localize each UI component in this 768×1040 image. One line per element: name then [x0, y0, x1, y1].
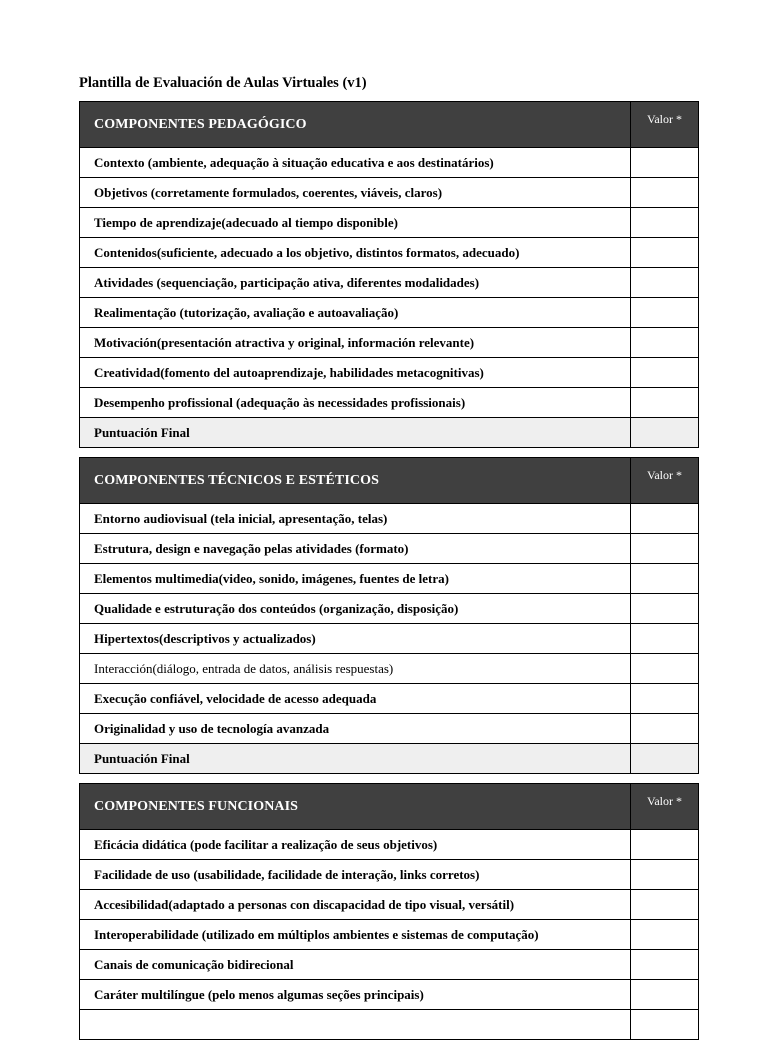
criterion-label: Realimentação (tutorização, avaliação e autoavaliação) — [80, 298, 631, 328]
criterion-label: Desempenho profissional (adequação às necessidades profissionais) — [80, 388, 631, 418]
criterion-row — [80, 298, 699, 328]
criterion-row — [80, 980, 699, 1010]
criterion-row — [80, 148, 699, 178]
criterion-row — [80, 890, 699, 920]
value-column-header: Valor * — [631, 784, 699, 830]
criterion-label: Originalidad y uso de tecnología avanzada — [80, 714, 631, 744]
section-heading: COMPONENTES TÉCNICOS E ESTÉTICOS — [80, 458, 631, 504]
value-cell[interactable] — [631, 564, 699, 594]
criterion-row — [80, 328, 699, 358]
criterion-label: Accesibilidad(adaptado a personas con discapacidad de tipo visual, versátil) — [80, 890, 631, 920]
value-column-header: Valor * — [631, 458, 699, 504]
criterion-row — [80, 358, 699, 388]
final-score-row — [80, 744, 699, 774]
value-cell[interactable] — [631, 358, 699, 388]
criterion-label — [80, 1010, 631, 1040]
criterion-row — [80, 208, 699, 238]
criterion-label: Interoperabilidade (utilizado em múltiplos ambientes e sistemas de computação) — [80, 920, 631, 950]
final-score-label: Puntuación Final — [80, 744, 631, 774]
criterion-row — [80, 594, 699, 624]
value-cell[interactable] — [631, 890, 699, 920]
section-header-row — [80, 458, 699, 504]
criterion-row — [80, 178, 699, 208]
final-score-row — [80, 418, 699, 448]
criterion-row — [80, 534, 699, 564]
criterion-label: Canais de comunicação bidirecional — [80, 950, 631, 980]
value-cell[interactable] — [631, 980, 699, 1010]
criterion-label: Objetivos (corretamente formulados, coerentes, viáveis, claros) — [80, 178, 631, 208]
value-cell[interactable] — [631, 714, 699, 744]
value-cell[interactable] — [631, 920, 699, 950]
criterion-row — [80, 654, 699, 684]
criterion-row — [80, 1010, 699, 1040]
criterion-row — [80, 714, 699, 744]
criterion-row — [80, 684, 699, 714]
criterion-label: Qualidade e estruturação dos conteúdos (organização, disposição) — [80, 594, 631, 624]
value-cell[interactable] — [631, 684, 699, 714]
criterion-label: Interacción(diálogo, entrada de datos, análisis respuestas) — [80, 654, 631, 684]
criterion-row — [80, 830, 699, 860]
section-heading: COMPONENTES FUNCIONAIS — [80, 784, 631, 830]
criterion-row — [80, 564, 699, 594]
criterion-label: Eficácia didática (pode facilitar a realização de seus objetivos) — [80, 830, 631, 860]
value-cell[interactable] — [631, 534, 699, 564]
criterion-row — [80, 624, 699, 654]
section-heading: COMPONENTES PEDAGÓGICO — [80, 102, 631, 148]
pedagogical-components-table — [79, 101, 699, 448]
value-cell[interactable] — [631, 328, 699, 358]
final-score-cell[interactable] — [631, 744, 699, 774]
criterion-label: Estrutura, design e navegação pelas atividades (formato) — [80, 534, 631, 564]
criterion-row — [80, 920, 699, 950]
criterion-row — [80, 268, 699, 298]
criterion-row — [80, 238, 699, 268]
value-cell[interactable] — [631, 1010, 699, 1040]
criterion-label: Entorno audiovisual (tela inicial, apresentação, telas) — [80, 504, 631, 534]
criterion-label: Atividades (sequenciação, participação ativa, diferentes modalidades) — [80, 268, 631, 298]
criterion-label: Facilidade de uso (usabilidade, facilidade de interação, links corretos) — [80, 860, 631, 890]
criterion-label: Execução confiável, velocidade de acesso adequada — [80, 684, 631, 714]
value-cell[interactable] — [631, 654, 699, 684]
final-score-cell[interactable] — [631, 418, 699, 448]
criterion-label: Hipertextos(descriptivos y actualizados) — [80, 624, 631, 654]
criterion-label: Contenidos(suficiente, adecuado a los objetivo, distintos formatos, adecuado) — [80, 238, 631, 268]
value-cell[interactable] — [631, 178, 699, 208]
value-cell[interactable] — [631, 238, 699, 268]
criterion-row — [80, 950, 699, 980]
value-column-header: Valor * — [631, 102, 699, 148]
criterion-row — [80, 860, 699, 890]
technical-aesthetic-components-table — [79, 457, 699, 774]
section-header-row — [80, 784, 699, 830]
functional-components-table — [79, 783, 699, 1040]
value-cell[interactable] — [631, 208, 699, 238]
criterion-label: Elementos multimedia(video, sonido, imágenes, fuentes de letra) — [80, 564, 631, 594]
criterion-row — [80, 504, 699, 534]
value-cell[interactable] — [631, 504, 699, 534]
document-title: Plantilla de Evaluación de Aulas Virtuales (v1) — [79, 75, 367, 91]
criterion-label: Caráter multilíngue (pelo menos algumas seções principais) — [80, 980, 631, 1010]
value-cell[interactable] — [631, 950, 699, 980]
criterion-label: Creatividad(fomento del autoaprendizaje, habilidades metacognitivas) — [80, 358, 631, 388]
value-cell[interactable] — [631, 268, 699, 298]
value-cell[interactable] — [631, 860, 699, 890]
criterion-row — [80, 388, 699, 418]
value-cell[interactable] — [631, 624, 699, 654]
value-cell[interactable] — [631, 148, 699, 178]
value-cell[interactable] — [631, 298, 699, 328]
value-cell[interactable] — [631, 388, 699, 418]
criterion-label: Tiempo de aprendizaje(adecuado al tiempo disponible) — [80, 208, 631, 238]
final-score-label: Puntuación Final — [80, 418, 631, 448]
criterion-label: Contexto (ambiente, adequação à situação educativa e aos destinatários) — [80, 148, 631, 178]
value-cell[interactable] — [631, 594, 699, 624]
section-header-row — [80, 102, 699, 148]
value-cell[interactable] — [631, 830, 699, 860]
criterion-label: Motivación(presentación atractiva y original, información relevante) — [80, 328, 631, 358]
